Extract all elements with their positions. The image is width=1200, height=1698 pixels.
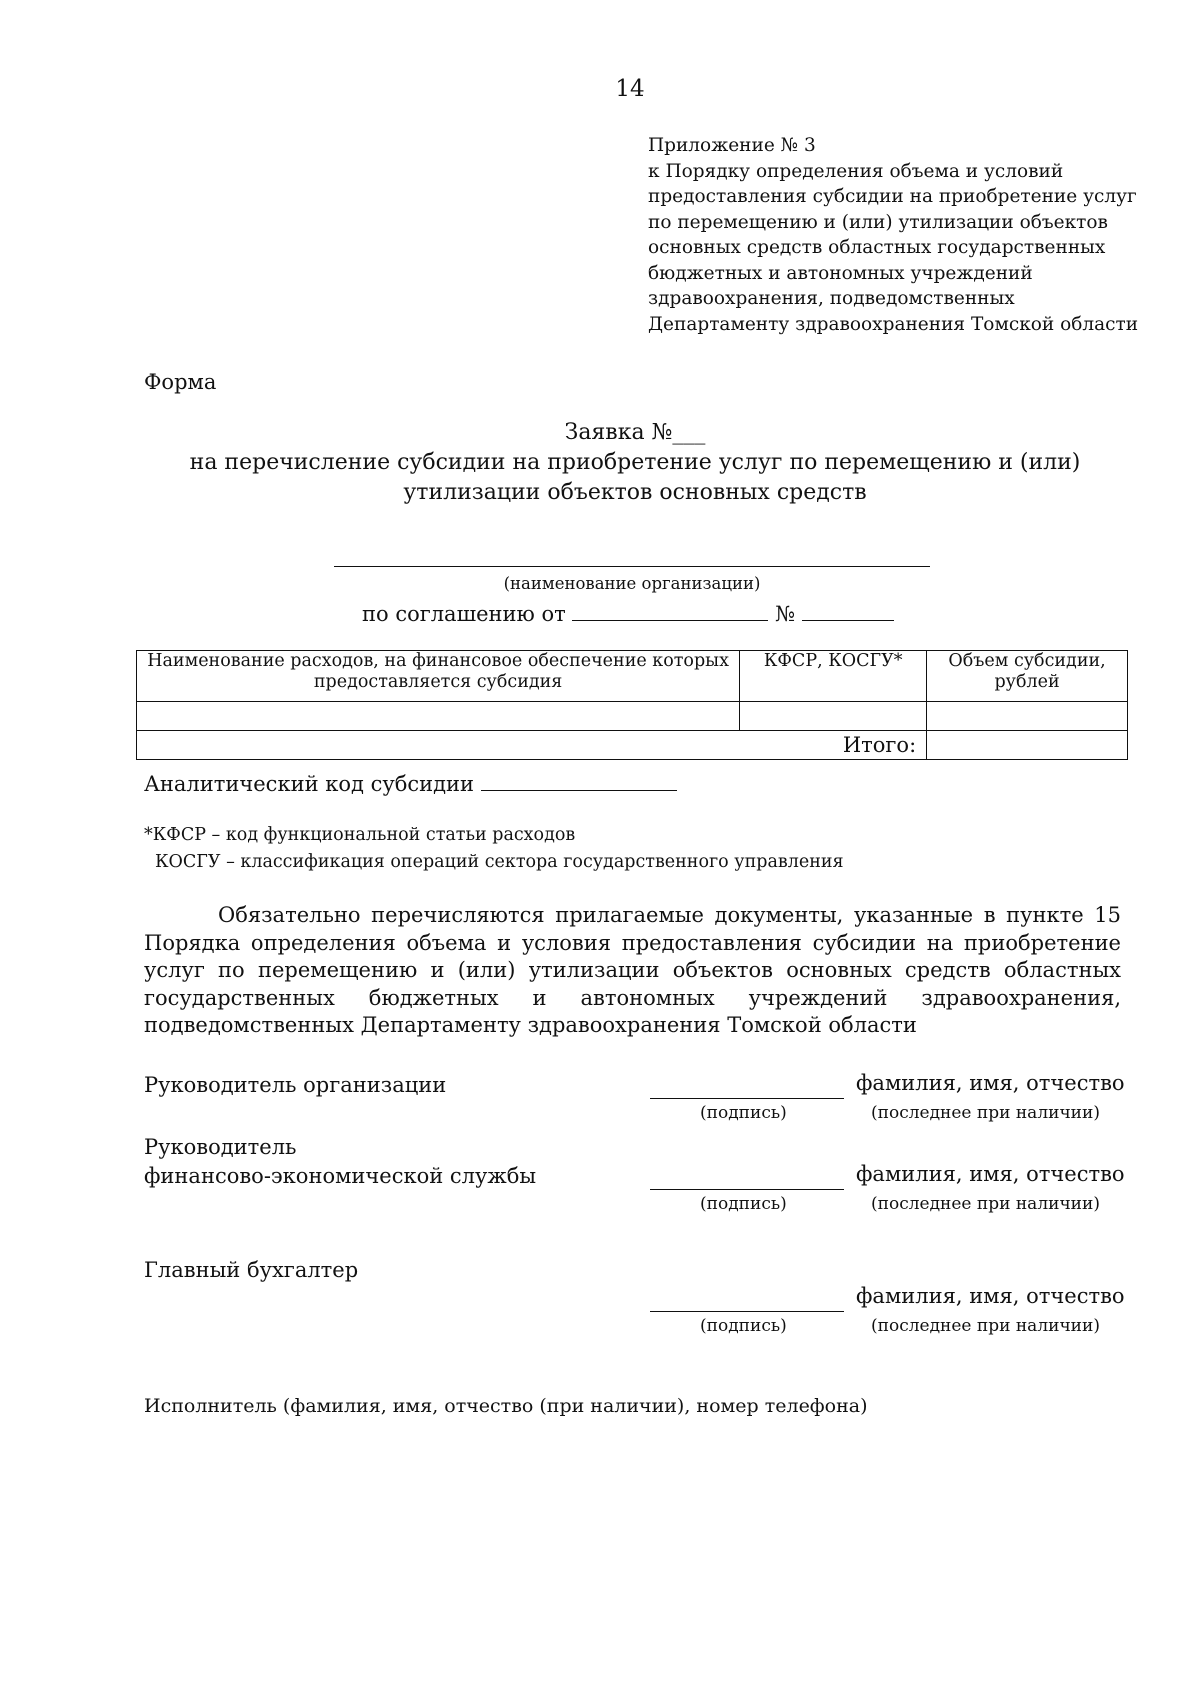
agreement-prefix: по соглашению от <box>362 602 566 626</box>
footnote-kosgu: КОСГУ – классификация операций сектора государственного управления <box>155 852 844 872</box>
accountant-fio: фамилия, имя, отчество <box>856 1284 1125 1308</box>
appendix-line: здравоохранения, подведомственных <box>648 288 1015 309</box>
agreement-date-field[interactable] <box>572 600 768 621</box>
director-signature-field[interactable] <box>650 1098 844 1099</box>
finance-signature-field[interactable] <box>650 1189 844 1190</box>
cell-amount[interactable] <box>927 702 1128 731</box>
appendix-line: бюджетных и автономных учреждений <box>648 262 1033 284</box>
signer-role-line: финансово-экономической службы <box>144 1164 537 1188</box>
organization-name-field[interactable] <box>334 566 930 567</box>
appendix-line: по перемещению и (или) утилизации объектов <box>648 211 1108 233</box>
signer-director-label <box>144 1071 446 1100</box>
header-codes: КФСР, КОСГУ* <box>740 651 927 702</box>
analytic-code <box>144 770 677 796</box>
table-row <box>137 702 1128 731</box>
documents-paragraph <box>144 902 1121 1040</box>
total-label: Итого: <box>137 731 927 760</box>
analytic-code-label: Аналитический код субсидии <box>144 772 475 796</box>
appendix-line: основных средств областных государственных <box>648 237 1106 258</box>
expenses-table <box>136 650 1128 760</box>
agreement-line <box>362 600 894 626</box>
signer-accountant-label <box>144 1256 358 1285</box>
table-header-row <box>137 651 1128 702</box>
footnote-kfsr: *КФСР – код функциональной статьи расходов <box>144 825 576 845</box>
director-fio-caption: (последнее при наличии) <box>871 1103 1100 1123</box>
director-signature-caption: (подпись) <box>700 1103 787 1123</box>
accountant-signature-caption: (подпись) <box>700 1316 787 1336</box>
agreement-number-field[interactable] <box>802 600 894 621</box>
footnotes <box>144 822 844 876</box>
application-title: Заявка №___ <box>564 420 706 445</box>
appendix-header <box>648 133 1138 337</box>
signer-role-line: Руководитель организации <box>144 1073 447 1097</box>
executor-line: Исполнитель (фамилия, имя, отчество (при наличии), номер телефона) <box>144 1395 868 1417</box>
finance-signature-caption: (подпись) <box>700 1194 787 1214</box>
director-fio: фамилия, имя, отчество <box>856 1071 1125 1095</box>
form-label: Форма <box>144 370 217 394</box>
header-expense-name: Наименование расходов, на финансовое обеспечение которых предоставляется субсидия <box>137 651 740 702</box>
organization-caption: (наименование организации) <box>503 574 761 593</box>
cell-expense-name[interactable] <box>137 702 740 731</box>
appendix-line: Приложение № 3 <box>648 135 816 156</box>
appendix-line: Департаменту здравоохранения Томской области <box>648 313 1139 335</box>
finance-fio-caption: (последнее при наличии) <box>871 1194 1100 1214</box>
page-number: 14 <box>615 76 645 102</box>
total-value[interactable] <box>927 731 1128 760</box>
documents-paragraph-text: Обязательно перечисляются прилагаемые документы, указанные в пункте 15 Порядка определения объема и условия предоставления субсидии на приобретение услуг по перемещению и (или) утилизации объектов основных средств областных государственных бюджетных и автономных учреждений здравоохранения, подведомственных Департаменту здравоохранения Томской области <box>144 903 1121 1037</box>
analytic-code-field[interactable] <box>481 770 677 791</box>
application-subtitle-2: утилизации объектов основных средств <box>403 480 867 505</box>
finance-fio: фамилия, имя, отчество <box>856 1162 1125 1186</box>
accountant-signature-field[interactable] <box>650 1311 844 1312</box>
table-total-row <box>137 731 1128 760</box>
appendix-line: предоставления субсидии на приобретение услуг <box>648 186 1137 207</box>
appendix-line: к Порядку определения объема и условий <box>648 160 1064 182</box>
header-amount: Объем субсидии, рублей <box>927 651 1128 702</box>
cell-codes[interactable] <box>740 702 927 731</box>
signer-role-line: Главный бухгалтер <box>144 1258 359 1282</box>
signer-role-line: Руководитель <box>144 1135 297 1159</box>
application-subtitle-1: на перечисление субсидии на приобретение услуг по перемещению и (или) <box>189 450 1081 475</box>
agreement-number-sign: № <box>775 602 795 626</box>
accountant-fio-caption: (последнее при наличии) <box>871 1316 1100 1336</box>
signer-finance-label <box>144 1133 536 1191</box>
